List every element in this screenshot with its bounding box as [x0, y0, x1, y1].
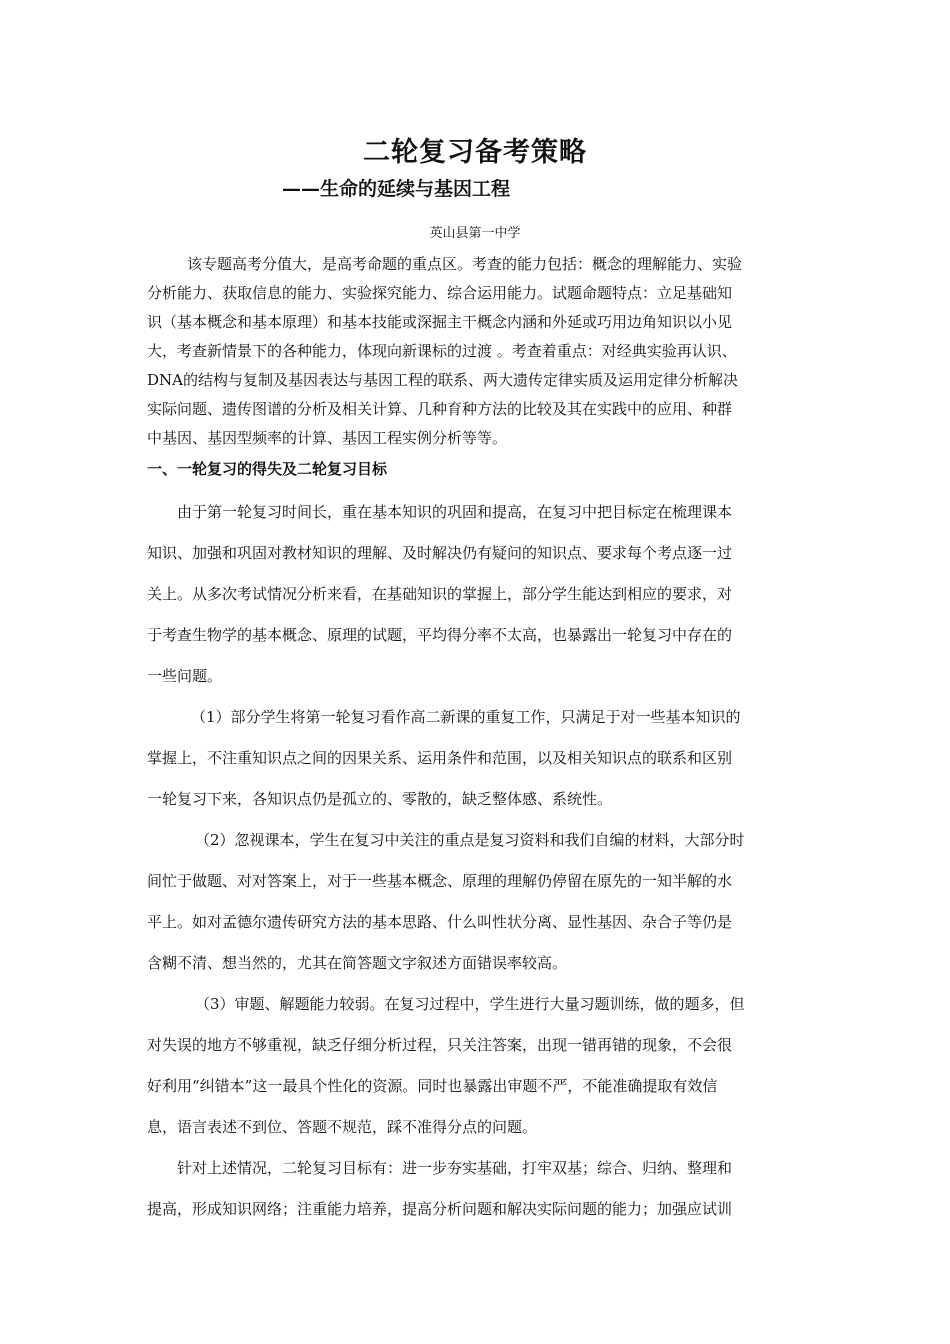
body-line: （3）审题、解题能力较弱。在复习过程中，学生进行大量习题训练，做的题多，但 [195, 995, 745, 1013]
body-line: 含糊不清、想当然的，尤其在简答题文字叙述方面错误率较高。 [147, 954, 568, 972]
intro-paragraph [147, 250, 823, 453]
intro-line: 识（基本概念和基本原理）和基本技能或深掘主干概念内涵和外延或巧用边角知识以小见 [147, 313, 733, 331]
body-line: 掌握上，不注重知识点之间的因果关系、运用条件和范围，以及相关知识点的联系和区别 [147, 749, 733, 767]
intro-line: 中基因、基因型频率的计算、基因工程实例分析等等。 [147, 429, 508, 447]
body-line: 平上。如对孟德尔遗传研究方法的基本思路、什么叫性状分离、显性基因、杂合子等仍是 [147, 913, 733, 931]
body-line: 一些问题。 [147, 667, 223, 685]
document-subtitle: ——生命的延续与基因工程 [282, 178, 511, 200]
body-line: 间忙于做题、对对答案上，对于一些基本概念、原理的理解仍停留在原先的一知半解的水 [147, 872, 733, 890]
body-line: 好利用“纠错本”这一最具个性化的资源。同时也暴露出审题不严，不能准确提取有效信 [147, 1077, 718, 1095]
body-line: 由于第一轮复习时间长，重在基本知识的巩固和提高，在复习中把目标定在梳理课本 [177, 503, 733, 521]
intro-line: DNA的结构与复制及基因表达与基因工程的联系、两大遗传定律实质及运用定律分析解决 [147, 371, 738, 389]
intro-line: 实际问题、遗传图谱的分析及相关计算、几种育种方法的比较及其在实践中的应用、种群 [147, 400, 733, 418]
body-line: 知识、加强和巩固对教材知识的理解、及时解决仍有疑问的知识点、要求每个考点逐一过 [147, 544, 733, 562]
body-line: 关上。从多次考试情况分析来看，在基础知识的掌握上，部分学生能达到相应的要求，对 [147, 585, 733, 603]
body-line: （2）忽视课本，学生在复习中关注的重点是复习资料和我们自编的材料，大部分时 [195, 831, 745, 849]
body-line: 针对上述情况，二轮复习目标有：进一步夯实基础，打牢双基；综合、归纳、整理和 [177, 1159, 733, 1177]
body-line: （1）部分学生将第一轮复习看作高二新课的重复工作，只满足于对一些基本知识的 [191, 708, 741, 726]
school-name: 英山县第一中学 [429, 226, 521, 241]
section-heading: 一、一轮复习的得失及二轮复习目标 [147, 460, 388, 478]
document-title: 二轮复习备考策略 [363, 137, 587, 168]
intro-line: 大，考查新情景下的各种能力，体现向新课标的过渡 。考查着重点：对经典实验再认识、 [147, 342, 737, 360]
intro-line: 该专题高考分值大，是高考命题的重点区。考查的能力包括：概念的理解能力、实验 [187, 255, 743, 273]
body-line: 息，语言表述不到位、答题不规范，踩不准得分点的问题。 [147, 1118, 538, 1136]
body-line: 对失误的地方不够重视，缺乏仔细分析过程，只关注答案，出现一错再错的现象，不会很 [147, 1036, 733, 1054]
section-body [147, 492, 823, 1230]
intro-line: 分析能力、获取信息的能力、实验探究能力、综合运用能力。试题命题特点：立足基础知 [147, 284, 733, 302]
body-line: 于考查生物学的基本概念、原理的试题，平均得分率不太高，也暴露出一轮复习中存在的 [147, 626, 733, 644]
body-line: 一轮复习下来，各知识点仍是孤立的、零散的，缺乏整体感、系统性。 [147, 790, 613, 808]
body-line: 提高，形成知识网络；注重能力培养，提高分析问题和解决实际问题的能力；加强应试训 [147, 1200, 733, 1218]
